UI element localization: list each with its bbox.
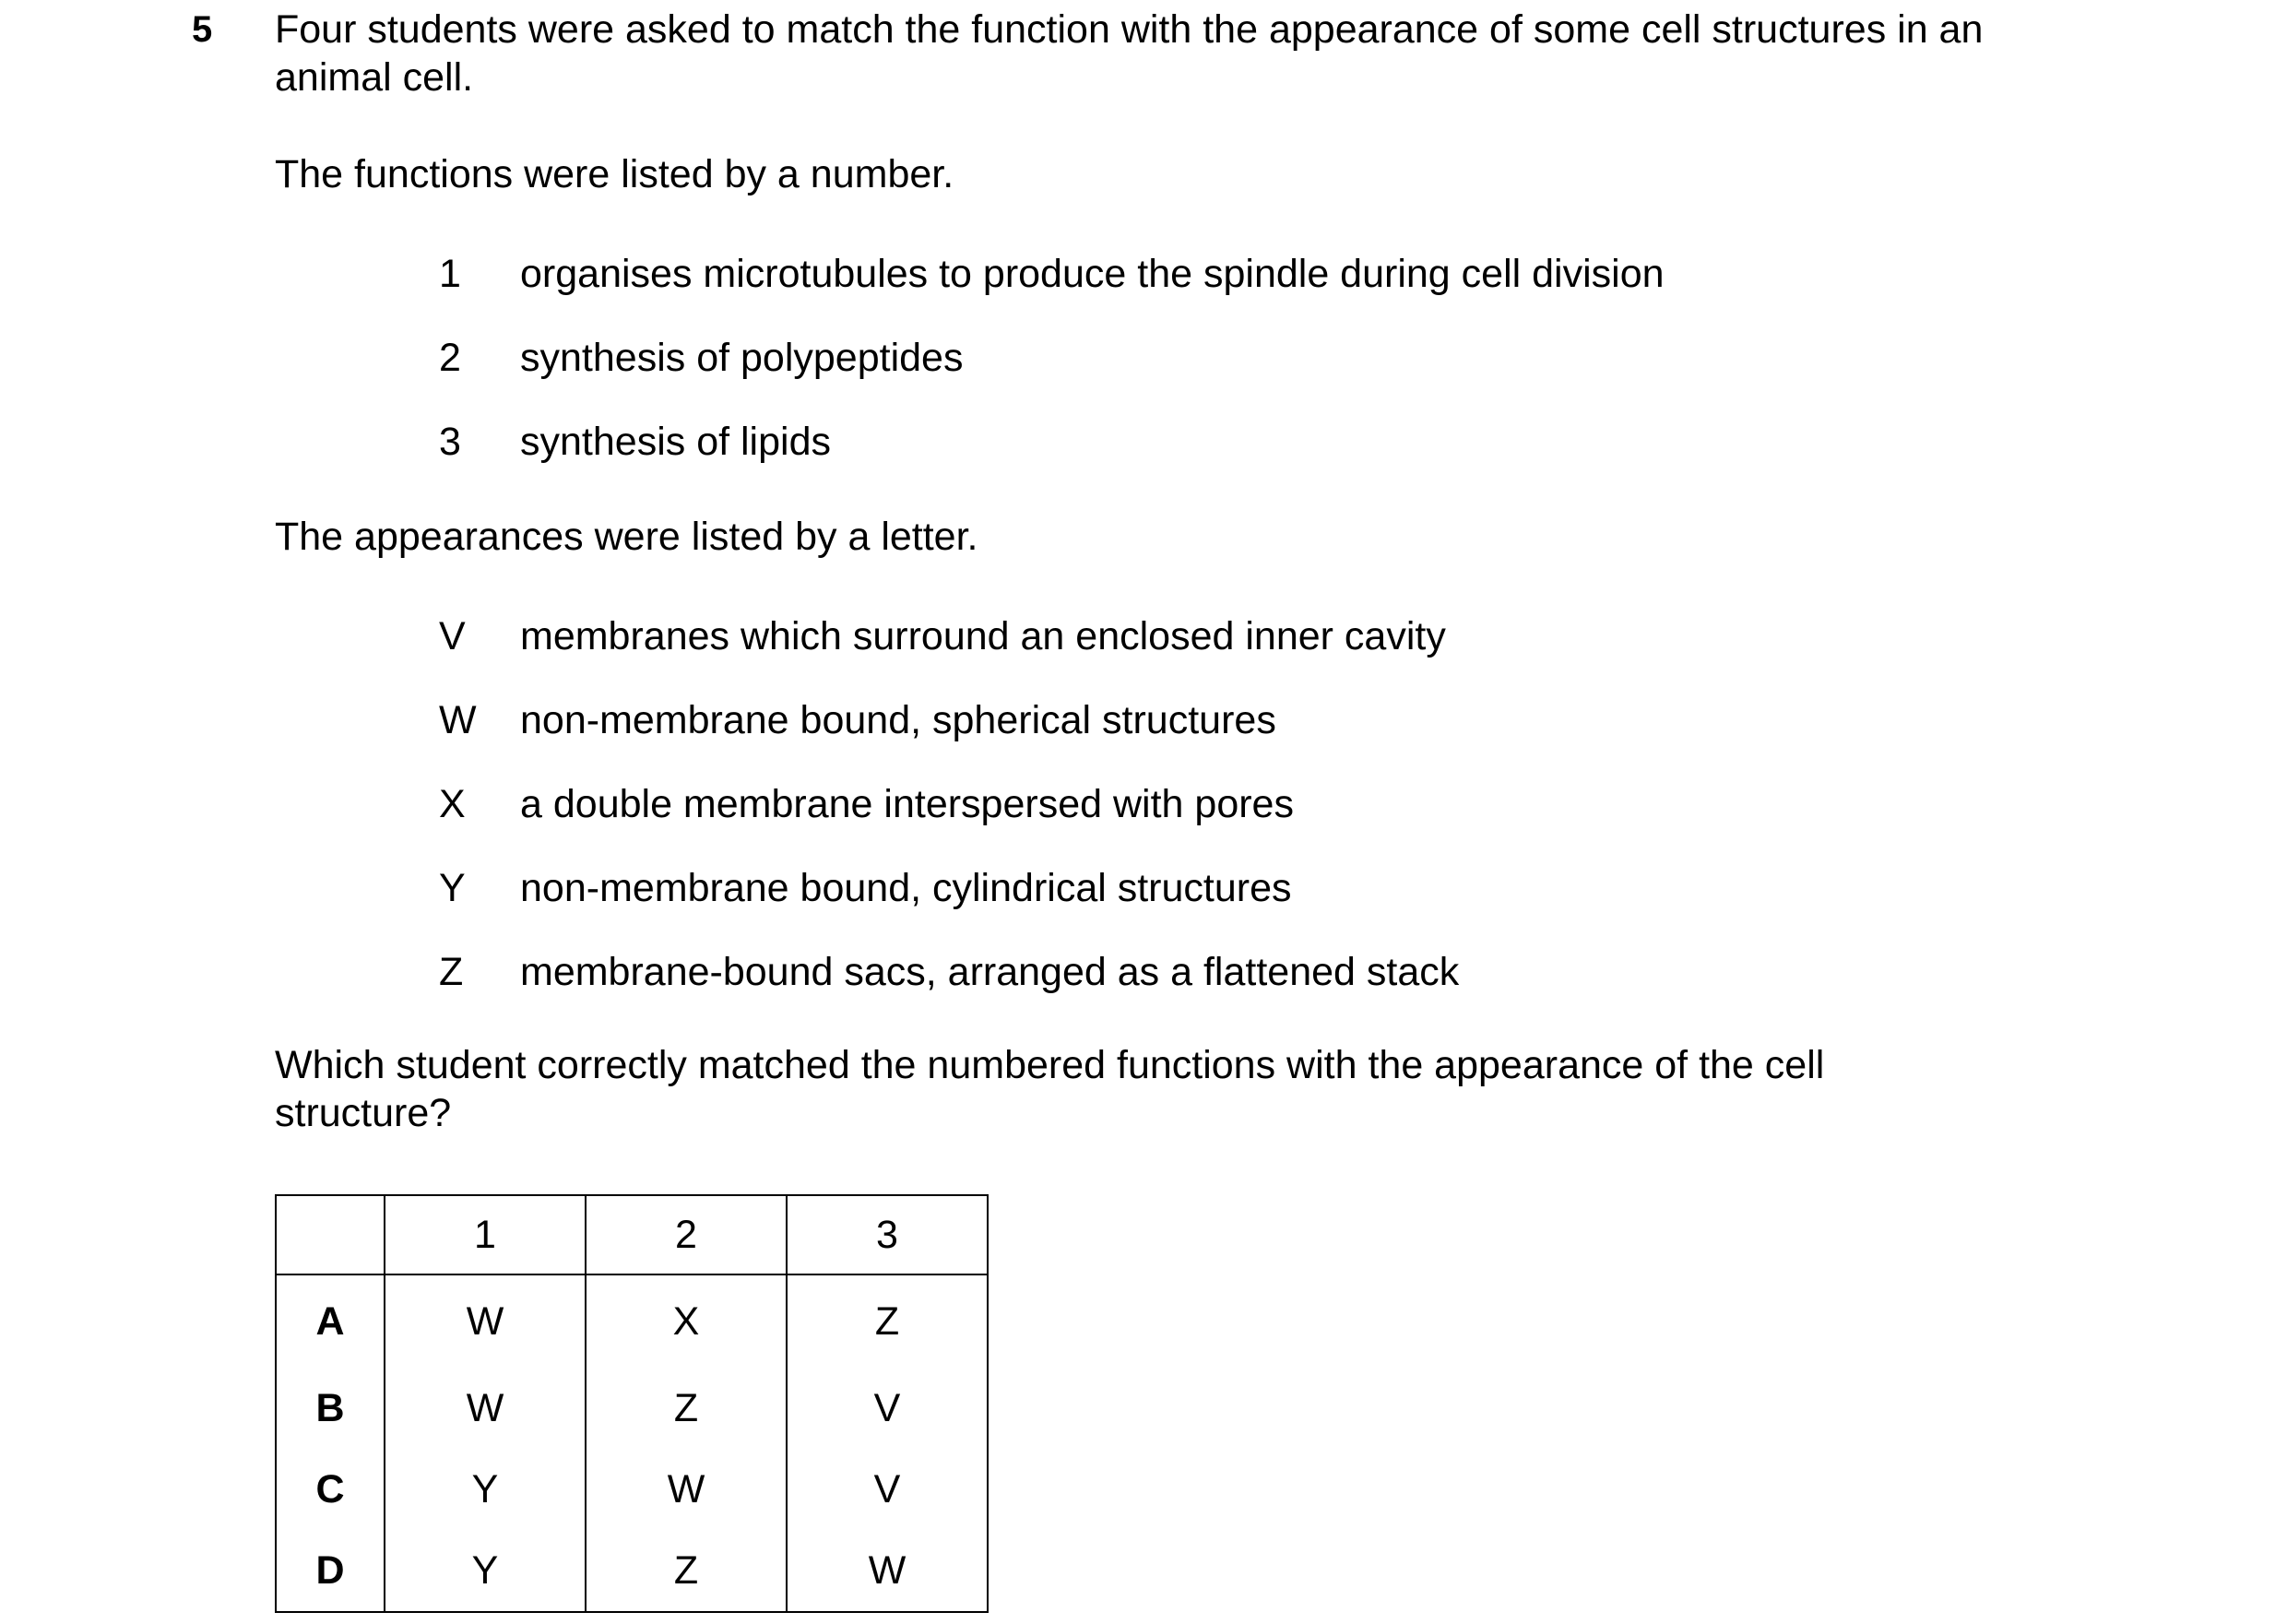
function-text: synthesis of lipids [520,420,831,464]
question-prompt [275,1041,2119,1137]
function-key: 3 [439,420,461,464]
answer-cell: Z [586,1368,787,1449]
question-prompt-line-2: structure? [275,1091,452,1135]
answer-row-d [276,1530,988,1612]
option-label: C [276,1449,385,1530]
appearance-item [439,696,1459,780]
header-cell-function-3: 3 [787,1195,988,1274]
answer-cell: Z [586,1530,787,1612]
functions-intro: The functions were listed by a number. [275,152,954,196]
appearance-item [439,948,1459,1032]
appearance-key: X [439,782,466,826]
appearance-text: non-membrane bound, spherical structures [520,698,1276,742]
function-key: 2 [439,336,461,380]
answer-cell: X [586,1274,787,1368]
answer-cell: Y [385,1449,586,1530]
question-intro-line-2: animal cell. [275,55,474,100]
appearance-text: non-membrane bound, cylindrical structures [520,866,1292,910]
appearance-text: membranes which surround an enclosed inner cavity [520,614,1446,658]
header-cell-blank [276,1195,385,1274]
header-cell-function-1: 1 [385,1195,586,1274]
appearances-list [439,612,1459,1032]
option-label: A [276,1274,385,1368]
answer-cell: W [586,1449,787,1530]
answer-cell: W [385,1368,586,1449]
question-intro [275,6,2119,101]
answer-table-header [276,1195,988,1274]
appearances-intro: The appearances were listed by a letter. [275,515,978,559]
appearance-item [439,780,1459,864]
appearance-text: a double membrane interspersed with pores [520,782,1294,826]
answer-cell: V [787,1449,988,1530]
question-prompt-line-1: Which student correctly matched the numbered functions with the appearance of the cell [275,1043,1825,1087]
option-label: D [276,1530,385,1612]
answer-cell: V [787,1368,988,1449]
appearance-text: membrane-bound sacs, arranged as a flattened stack [520,950,1460,994]
functions-list [439,250,1665,502]
answer-row-c [276,1449,988,1530]
appearance-key: W [439,698,477,742]
question-intro-line-1: Four students were asked to match the function with the appearance of some cell structures in an [275,7,1984,52]
header-cell-function-2: 2 [586,1195,787,1274]
answer-cell: Y [385,1530,586,1612]
appearance-item [439,864,1459,948]
answer-cell: W [385,1274,586,1368]
appearance-item [439,612,1459,696]
function-item [439,418,1665,502]
function-item [439,250,1665,334]
appearance-key: Z [439,950,464,994]
answer-row-a [276,1274,988,1368]
appearance-key: Y [439,866,466,910]
option-label: B [276,1368,385,1449]
question-number: 5 [192,9,213,50]
function-item [439,334,1665,418]
answer-cell: W [787,1530,988,1612]
appearance-key: V [439,614,466,658]
answer-table [275,1194,989,1613]
function-text: organises microtubules to produce the spindle during cell division [520,252,1665,296]
answer-row-b [276,1368,988,1449]
function-key: 1 [439,252,461,296]
function-text: synthesis of polypeptides [520,336,964,380]
answer-cell: Z [787,1274,988,1368]
